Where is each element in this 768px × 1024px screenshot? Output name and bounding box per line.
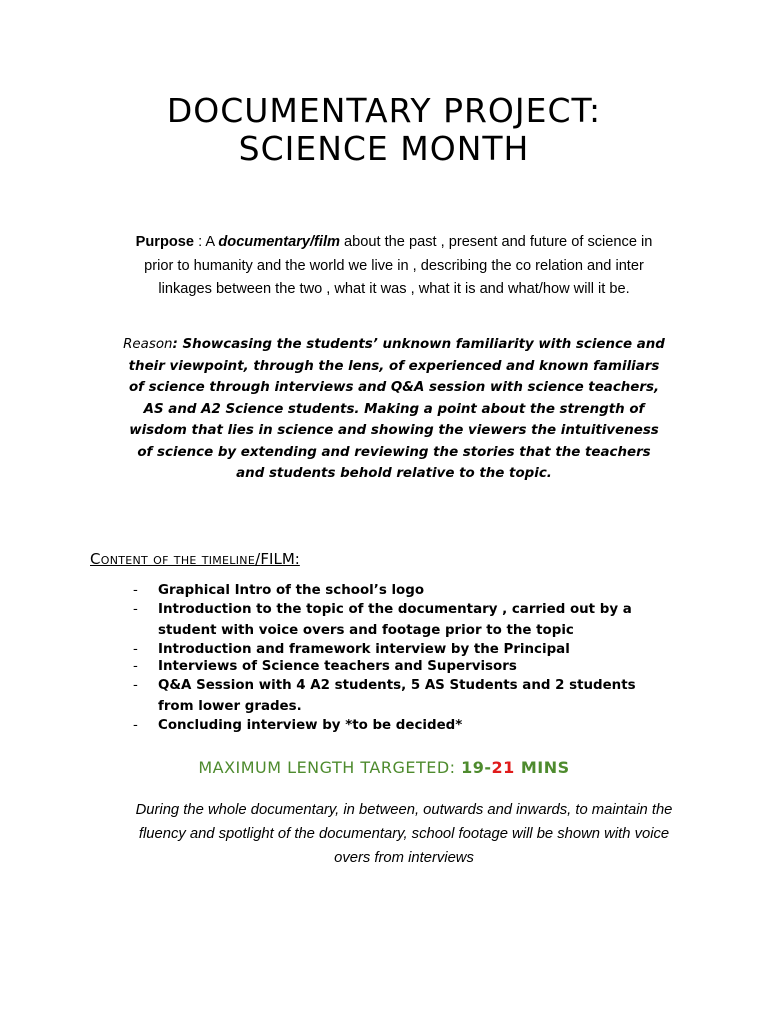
reason-paragraph bbox=[122, 334, 666, 485]
bullet-dash: - bbox=[133, 659, 138, 674]
max-length-unit: MINS bbox=[514, 758, 570, 777]
list-item bbox=[133, 658, 673, 675]
title-line-2: SCIENCE MONTH bbox=[238, 129, 530, 168]
timeline-list bbox=[133, 582, 673, 734]
bullet-dash: - bbox=[133, 583, 138, 598]
purpose-emphasis: documentary/film bbox=[218, 234, 340, 250]
closing-paragraph: During the whole documentary, in between, outwards and inwards, to maintain the fluency and spotlight of the documentary, school footage will be shown with voice overs from interviews bbox=[135, 802, 673, 866]
reason-label: Reason bbox=[123, 337, 173, 352]
list-item bbox=[133, 582, 673, 599]
list-item bbox=[133, 599, 673, 641]
list-item-text: Interviews of Science teachers and Supervisors bbox=[158, 659, 517, 674]
purpose-paragraph bbox=[128, 231, 660, 302]
reason-text: : Showcasing the students’ unknown familiarity with science and their viewpoint, through the lens, of experienced and known familiars of science through interviews and Q&A session with science teachers, AS and A2 Science students. Making a point about the strength of wisdom that lies in science and showing the viewers the intuitiveness of science by extending and reviewing the stories that the teachers and students behold relative to the topic. bbox=[128, 337, 665, 481]
content-heading-suffix: FILM: bbox=[260, 550, 300, 568]
list-item bbox=[133, 641, 673, 658]
purpose-text: about the past , present and future of science in prior to humanity and the world we live in , describing the co relation and inter linkages between the two , what it was , what it is and what/how will it be. bbox=[144, 234, 653, 297]
bullet-dash: - bbox=[133, 678, 138, 693]
max-length-min: 19 bbox=[461, 758, 485, 777]
bullet-dash: - bbox=[133, 718, 138, 733]
max-length-label: MAXIMUM LENGTH TARGETED: bbox=[198, 758, 462, 777]
bullet-dash: - bbox=[133, 642, 138, 657]
bullet-dash: - bbox=[133, 602, 138, 617]
title-line-1: DOCUMENTARY PROJECT: bbox=[166, 91, 602, 130]
list-item-text: Q&A Session with 4 A2 students, 5 AS Students and 2 students from lower grades. bbox=[158, 678, 636, 714]
list-item-text: Introduction to the topic of the documentary , carried out by a student with voice overs and footage prior to the topic bbox=[158, 602, 632, 638]
content-heading bbox=[90, 549, 300, 569]
list-item bbox=[133, 717, 673, 734]
max-length-line bbox=[0, 758, 768, 778]
max-length-max: 21 bbox=[491, 758, 515, 777]
max-length-dash: - bbox=[484, 758, 492, 777]
document-title bbox=[0, 92, 768, 168]
list-item-text: Concluding interview by *to be decided* bbox=[158, 718, 463, 733]
content-heading-prefix: Content of the timeline/ bbox=[90, 550, 261, 568]
purpose-separator: : A bbox=[194, 234, 219, 250]
list-item bbox=[133, 675, 673, 717]
purpose-label: Purpose bbox=[135, 234, 195, 250]
list-item-text: Graphical Intro of the school’s logo bbox=[158, 583, 425, 598]
list-item-text: Introduction and framework interview by the Principal bbox=[158, 642, 570, 657]
